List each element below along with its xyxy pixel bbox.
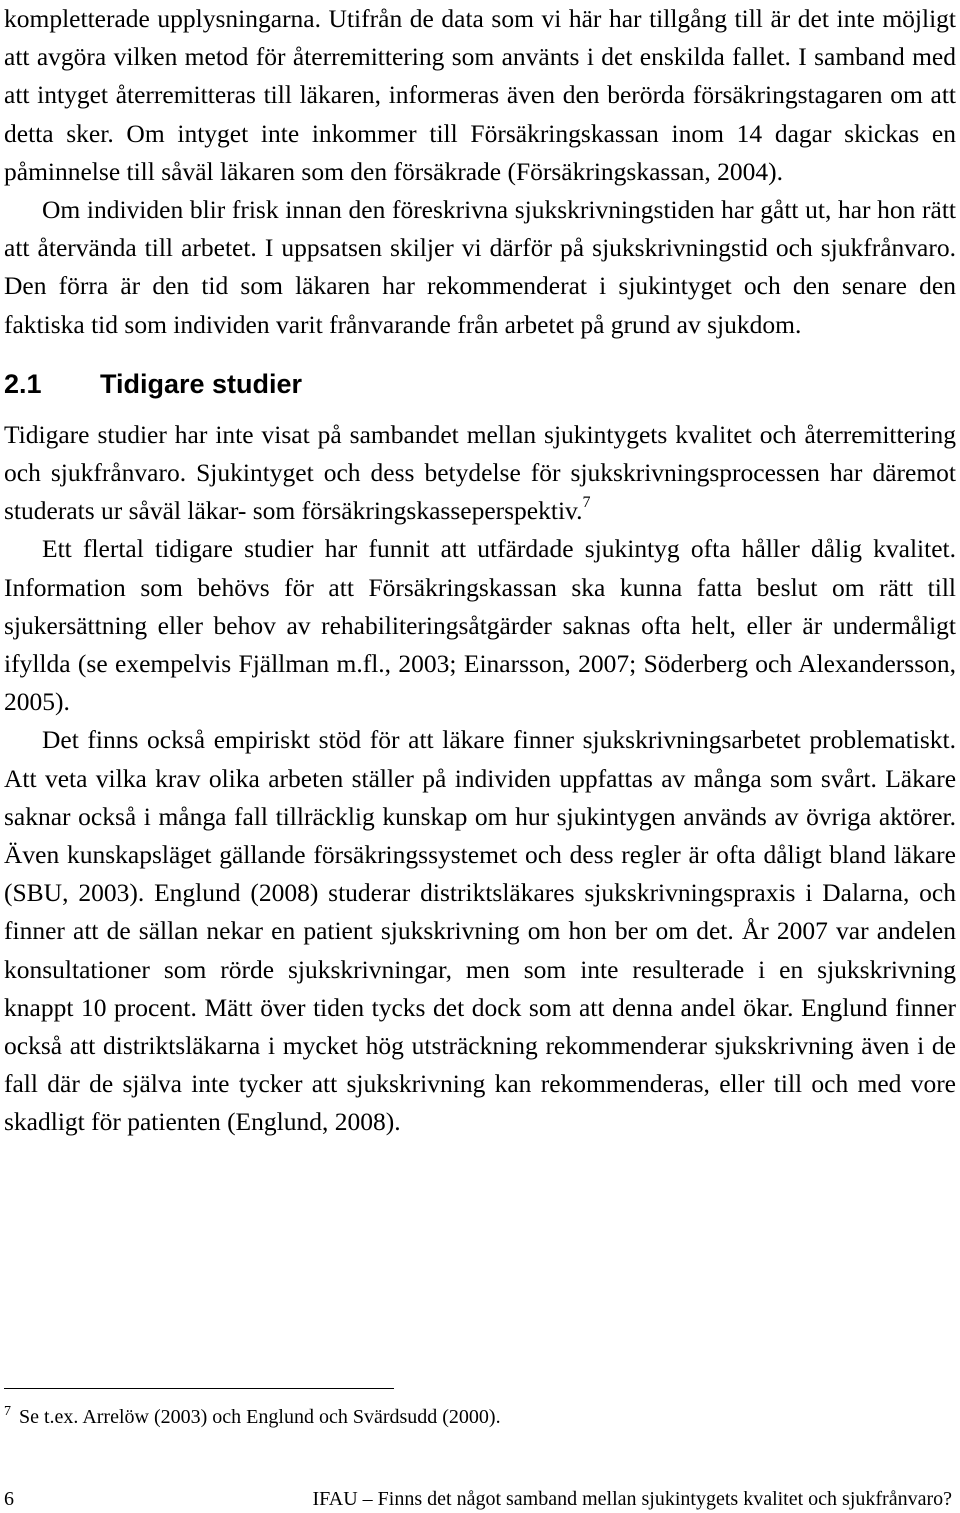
paragraph-return-procedure xyxy=(4,0,956,191)
section-heading xyxy=(4,364,956,404)
paragraph-text: Om individen blir frisk innan den föreskrivna sjukskrivningstiden har gått ut, har hon rätt att återvända till arbetet. I uppsatsen skiljer vi därför på sjukskrivningstid och sjukfrånvaro. Den förra är den tid som läkaren har rekommenderat i sjukintyget och den senare den faktiska tid som individen varit frånvarande från arbetet på grund av sjukdom. xyxy=(4,195,956,339)
footnote-reference[interactable]: 7 xyxy=(582,494,591,512)
document-page xyxy=(4,0,956,1142)
paragraph-text: kompletterade upplysningarna. Utifrån de data som vi här har tillgång till är det inte möjligt att avgöra vilken metod för återremittering som använts i det enskilda fallet. I samband med att intyget återremitteras till läkaren, informeras även den berörda försäkringstagaren om att detta sker. xyxy=(4,4,956,148)
footnote-number: 7 xyxy=(4,1404,11,1419)
footnote-text: Se t.ex. Arrelöw (2003) och Englund och Svärdsudd (2000). xyxy=(19,1406,501,1428)
paragraph-text: Englund finner också att distriktsläkarna i mycket hög utsträckning rekommenderar sjukskrivning även i de fall där de själva inte tycker att sjukskrivning kan rekommenderas, eller till och med vore skadligt för patienten (Englund, 2008). xyxy=(4,992,957,1137)
paragraph-text: Information som behövs för att Försäkringskassan ska kunna fatta beslut om rätt till sjukersättning eller behov av rehabiliteringsåtgärder saknas ofta helt, eller är undermåligt ifyllda (se exempelvis Fjällman m.fl., 2003; Einarsson, 2007; Söderberg och Alexandersson, 2005). xyxy=(4,572,956,717)
page-number: 6 xyxy=(4,1488,14,1510)
footnote xyxy=(4,1402,501,1432)
paragraph-text: Det finns också empiriskt stöd för att läkare finner sjukskrivningsarbetet problematiskt. xyxy=(42,725,956,755)
paragraph-certificate-quality xyxy=(4,530,956,721)
running-title: IFAU – Finns det något samband mellan sjukintygets kvalitet och sjukfrånvaro? xyxy=(312,1488,952,1510)
footnote-divider xyxy=(4,1388,394,1389)
paragraph-text: Om intyget inte inkommer till Försäkringskassan inom 14 dagar skickas en påminnelse till såväl läkaren som den försäkrade (Försäkringskassan, 2004). xyxy=(4,118,956,186)
paragraph-sick-leave-definition xyxy=(4,191,956,344)
paragraph-text: Även kunskapsläget gällande försäkringssystemet och dess regler är ofta dåligt bland läkare (SBU, 2003). xyxy=(4,840,956,908)
paragraph-text: Englund (2008) studerar distriktsläkares sjukskrivningspraxis i Dalarna, och finner att de sällan nekar en patient sjukskrivning om hon ber om det. xyxy=(4,878,957,946)
paragraph-text: Läkare saknar också i många fall tillräcklig kunskap om hur sjukintygen används av övriga aktörer. xyxy=(4,763,957,831)
paragraph-text: År 2007 var andelen konsultationer som rörde sjukskrivningar, men som inte resulterade i en sjukskrivning knappt 10 procent. xyxy=(4,916,956,1022)
paragraph-text: Att veta vilka krav olika arbeten ställer på individen uppfattas av många som svårt. xyxy=(4,763,877,793)
section-number: 2.1 xyxy=(4,368,42,399)
paragraph-text: Mätt över tiden tycks det dock som att denna andel ökar. xyxy=(204,992,794,1022)
paragraph-text: Tidigare studier har inte visat på sambandet mellan sjukintygets kvalitet och återremittering och sjukfrånvaro. Sjukintyget och dess betydelse för sjukskrivningsprocessen har däremot studerats ur såväl läkar- som försäkringskasseperspektiv. xyxy=(4,419,956,526)
section-title: Tidigare studier xyxy=(100,368,303,399)
paragraph-physician-perspective xyxy=(4,721,956,1141)
page-footer xyxy=(4,1486,952,1512)
paragraph-text: Ett flertal tidigare studier har funnit att utfärdade sjukintyg ofta håller dålig kvalitet. xyxy=(42,534,956,564)
paragraph-previous-studies-intro xyxy=(4,416,956,531)
